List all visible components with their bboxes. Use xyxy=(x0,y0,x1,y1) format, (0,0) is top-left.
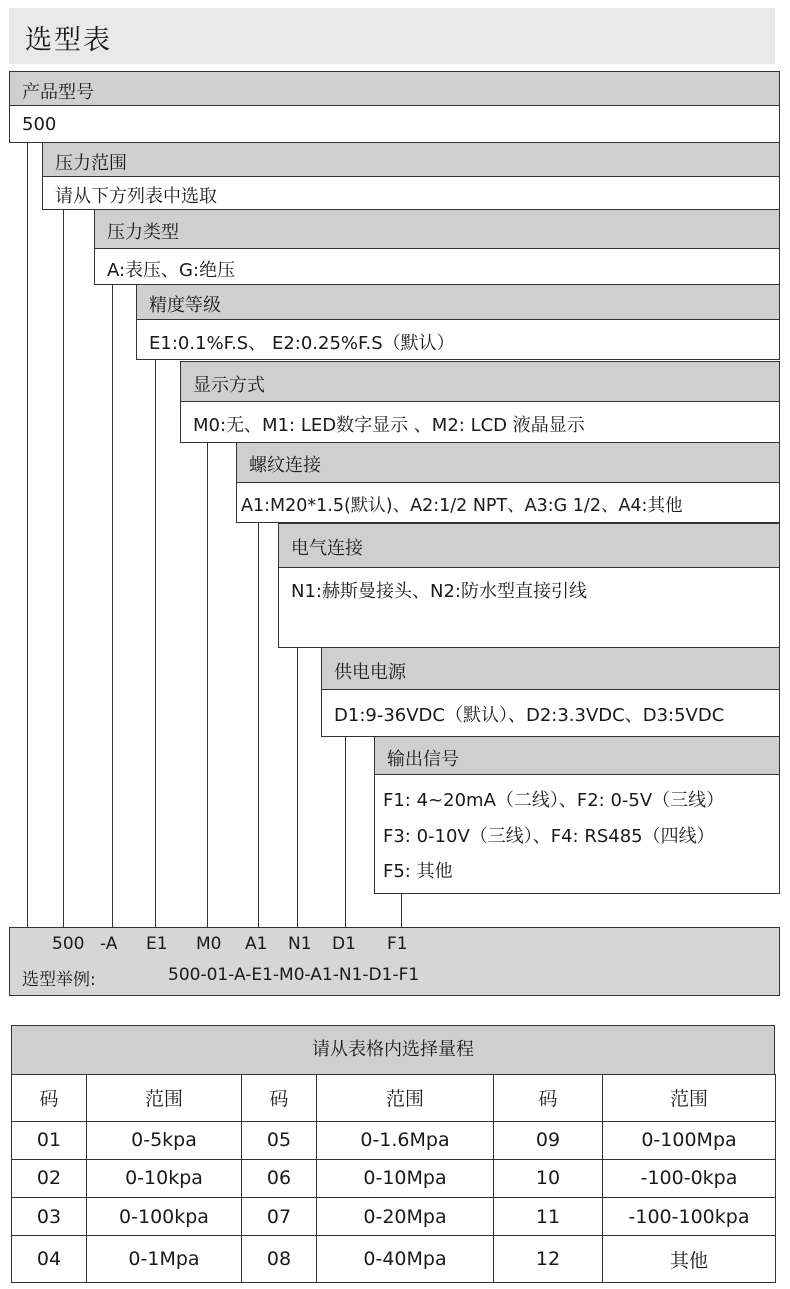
column-header: 范围 xyxy=(87,1075,242,1122)
section-value xyxy=(94,248,780,285)
table-cell: 10 xyxy=(494,1159,603,1197)
connector-line xyxy=(297,647,298,928)
connector-line xyxy=(401,893,402,928)
section-header-label: 供电电源 xyxy=(334,662,406,683)
table-cell: 0-1.6Mpa xyxy=(317,1121,494,1159)
example-code: N1 xyxy=(288,934,312,954)
title-bar xyxy=(9,8,775,64)
section-value xyxy=(9,105,780,143)
section-value-text: A:表压、G:绝压 xyxy=(107,260,236,281)
section-value-text: F1: 4~20mA（二线）、F2: 0-5V（三线） xyxy=(383,790,725,811)
section-header-label: 输出信号 xyxy=(387,749,459,770)
table-cell: 03 xyxy=(12,1198,87,1236)
table-cell: 其他 xyxy=(603,1236,776,1283)
table-cell: 0-5kpa xyxy=(87,1121,242,1159)
example-code: M0 xyxy=(196,934,222,954)
section-value-text: M0:无、M1: LED数字显示 、M2: LCD 液晶显示 xyxy=(193,415,585,436)
table-cell: 0-1Mpa xyxy=(87,1236,242,1283)
example-model: 500-01-A-E1-M0-A1-N1-D1-F1 xyxy=(168,965,420,985)
table-cell: -100-0kpa xyxy=(603,1159,776,1197)
section-header-label: 电气连接 xyxy=(291,538,363,559)
section-header xyxy=(42,142,780,177)
section-header xyxy=(9,71,780,106)
connector-line xyxy=(63,209,64,928)
table-cell: 08 xyxy=(242,1236,317,1283)
section-value xyxy=(136,319,780,360)
table-cell: 11 xyxy=(494,1198,603,1236)
section-header-label: 精度等级 xyxy=(149,295,221,316)
table-cell: 05 xyxy=(242,1121,317,1159)
table-cell: 09 xyxy=(494,1121,603,1159)
connector-line xyxy=(345,736,346,928)
connector-line xyxy=(112,284,113,928)
section-value xyxy=(236,482,780,523)
section-header-label: 压力类型 xyxy=(107,222,179,243)
section-value xyxy=(374,774,780,894)
example-code: A1 xyxy=(245,934,268,954)
section-header xyxy=(321,647,780,690)
example-label: 选型举例: xyxy=(22,970,96,990)
section-value xyxy=(278,567,780,648)
section-value-text: F3: 0-10V（三线）、F4: RS485（四线） xyxy=(383,826,715,847)
example-code: D1 xyxy=(332,934,356,954)
table-cell: -100-100kpa xyxy=(603,1198,776,1236)
table-row xyxy=(12,1159,776,1197)
section-header xyxy=(136,284,780,320)
table-cell: 01 xyxy=(12,1121,87,1159)
example-box xyxy=(9,927,780,996)
table-cell: 0-100Mpa xyxy=(603,1121,776,1159)
table-cell: 06 xyxy=(242,1159,317,1197)
page-title: 选型表 xyxy=(25,25,112,56)
section-value-text: 请从下方列表中选取 xyxy=(55,186,217,207)
connector-line xyxy=(155,359,156,928)
example-code: -A xyxy=(100,934,118,954)
table-cell: 0-100kpa xyxy=(87,1198,242,1236)
table-cell: 0-40Mpa xyxy=(317,1236,494,1283)
section-value-text: A1:M20*1.5(默认)、A2:1/2 NPT、A3:G 1/2、A4:其他 xyxy=(241,496,683,516)
section-header xyxy=(236,442,780,483)
example-code: E1 xyxy=(146,934,168,954)
section-value xyxy=(321,689,780,737)
column-header: 码 xyxy=(242,1075,317,1122)
section-header-label: 螺纹连接 xyxy=(249,455,321,476)
section-header xyxy=(94,209,780,249)
table-row xyxy=(12,1198,776,1236)
connector-line xyxy=(258,522,259,928)
section-header-label: 压力范围 xyxy=(55,153,127,174)
example-code: F1 xyxy=(387,934,408,954)
column-header: 范围 xyxy=(317,1075,494,1122)
example-code: 500 xyxy=(52,934,85,954)
section-value xyxy=(42,176,780,210)
section-header xyxy=(278,523,780,568)
range-table xyxy=(11,1074,776,1283)
column-header: 码 xyxy=(494,1075,603,1122)
table-cell: 12 xyxy=(494,1236,603,1283)
table-cell: 02 xyxy=(12,1159,87,1197)
connector-line xyxy=(27,142,28,928)
range-table-title: 请从表格内选择量程 xyxy=(11,1025,775,1075)
table-cell: 0-10kpa xyxy=(87,1159,242,1197)
table-cell: 04 xyxy=(12,1236,87,1283)
section-value xyxy=(180,401,780,443)
table-row xyxy=(12,1236,776,1283)
section-header xyxy=(374,736,780,775)
section-value-text: D1:9-36VDC（默认）、D2:3.3VDC、D3:5VDC xyxy=(334,705,725,726)
section-header-label: 产品型号 xyxy=(22,82,94,103)
table-cell: 0-10Mpa xyxy=(317,1159,494,1197)
section-value-text: 500 xyxy=(22,114,57,135)
section-value-text: N1:赫斯曼接头、N2:防水型直接引线 xyxy=(291,581,587,602)
connector-line xyxy=(207,442,208,928)
table-cell: 07 xyxy=(242,1198,317,1236)
column-header: 码 xyxy=(12,1075,87,1122)
table-row xyxy=(12,1121,776,1159)
section-header-label: 显示方式 xyxy=(193,375,265,396)
table-header-row xyxy=(12,1075,776,1122)
column-header: 范围 xyxy=(603,1075,776,1122)
table-cell: 0-20Mpa xyxy=(317,1198,494,1236)
section-value-text: F5: 其他 xyxy=(383,861,453,882)
section-value-text: E1:0.1%F.S、 E2:0.25%F.S（默认） xyxy=(149,333,455,354)
section-header xyxy=(180,361,780,402)
